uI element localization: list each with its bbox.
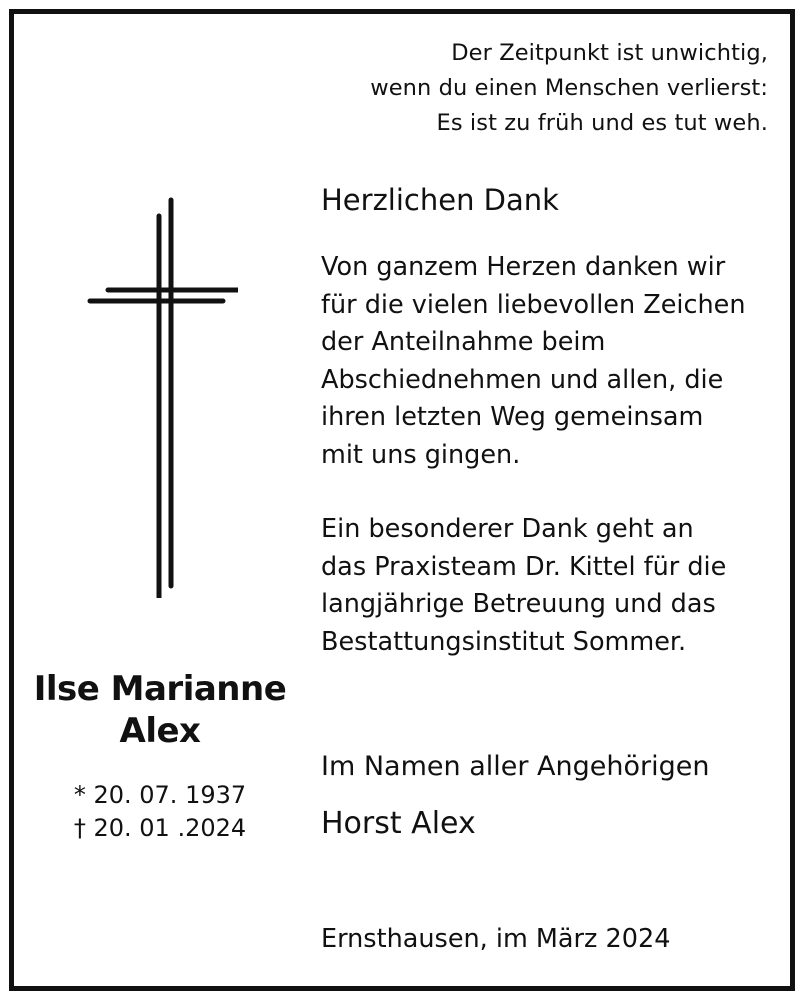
motto-line: Der Zeitpunkt ist unwichtig, xyxy=(451,40,768,66)
place-date: Ernsthausen, im März 2024 xyxy=(321,924,671,954)
paragraph-line: für die vielen liebevollen Zeichen xyxy=(321,289,746,320)
birth-date: * 20. 07. 1937 xyxy=(73,781,247,809)
death-date: † 20. 01 .2024 xyxy=(73,814,247,842)
paragraph-line: Von ganzem Herzen danken wir xyxy=(321,252,726,282)
paragraph-line: das Praxisteam Dr. Kittel für die xyxy=(321,551,727,582)
paragraph-line: Bestattungsinstitut Sommer. xyxy=(321,626,687,657)
deceased-name xyxy=(10,668,310,752)
signer-name: Horst Alex xyxy=(321,806,476,841)
deceased-name-line: Ilse Marianne xyxy=(33,669,287,709)
thanks-paragraph xyxy=(321,249,746,474)
motto-line: Es ist zu früh und es tut weh. xyxy=(436,110,768,136)
special-thanks-paragraph xyxy=(321,511,726,661)
paragraph-line: mit uns gingen. xyxy=(321,439,521,470)
motto-line: wenn du einen Menschen verlierst: xyxy=(370,75,768,101)
life-dates xyxy=(10,779,310,845)
deceased-name-line: Alex xyxy=(119,711,201,751)
paragraph-line: der Anteilnahme beim xyxy=(321,327,606,357)
heading-title: Herzlichen Dank xyxy=(321,183,559,217)
signoff-line: Im Namen aller Angehörigen xyxy=(321,751,710,782)
motto-quote xyxy=(248,36,768,141)
paragraph-line: langjährige Betreuung und das xyxy=(321,589,716,619)
paragraph-line: Ein besonderer Dank geht an xyxy=(321,514,694,544)
paragraph-line: Abschiednehmen und allen, die xyxy=(321,364,724,395)
double-cross-icon xyxy=(78,188,238,598)
paragraph-line: ihren letzten Weg gemeinsam xyxy=(321,402,704,432)
